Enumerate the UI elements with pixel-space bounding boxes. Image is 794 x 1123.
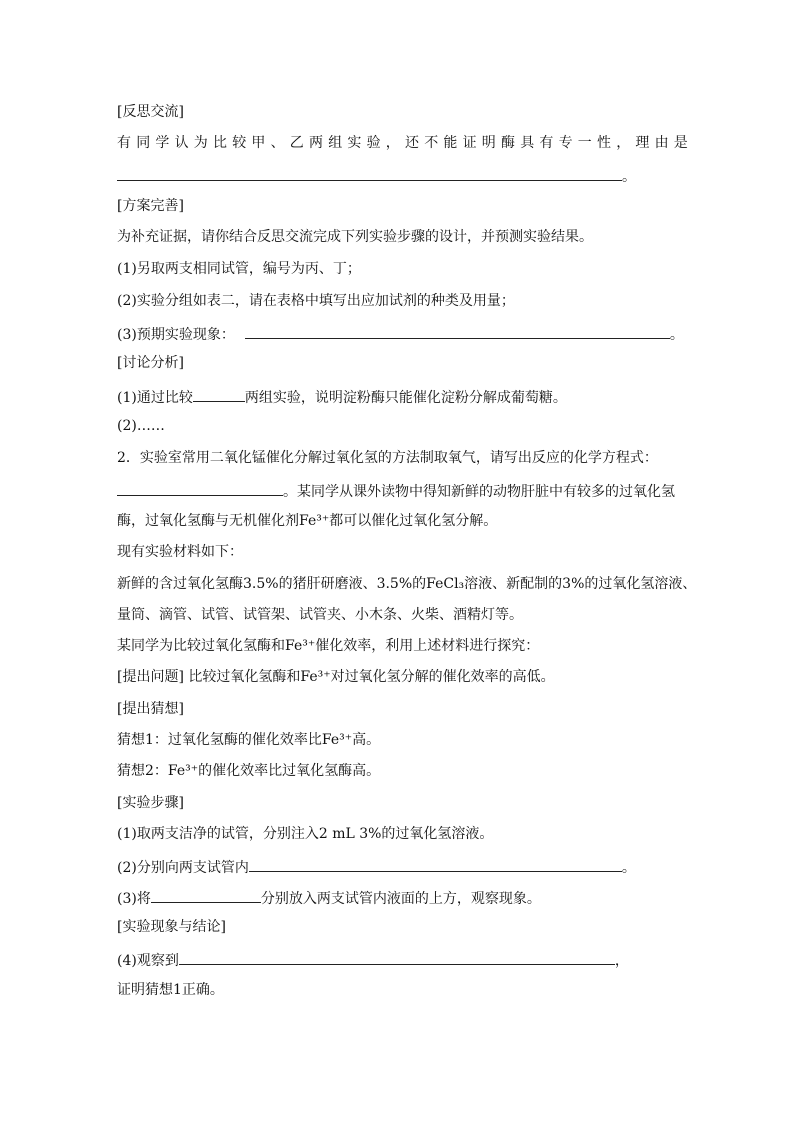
plan-step-3 — [117, 323, 684, 344]
plan-step-2: (2)实验分组如表二，请在表格中填写出应加试剂的种类及用量； — [117, 293, 515, 309]
section-title-plan: [方案完善] — [117, 198, 184, 214]
text: (1)通过比较 — [117, 390, 193, 406]
text: (2)分别向两支试管内 — [117, 860, 249, 876]
section-title-reflection: [反思交流] — [117, 104, 184, 120]
materials-line: 量筒、滴管、试管、试管架、试管夹、小木条、火柴、酒精灯等。 — [117, 607, 523, 623]
section-title-discussion: [讨论分析] — [117, 355, 184, 371]
step-4 — [117, 949, 629, 970]
discussion-2: (2)…… — [117, 418, 165, 434]
text: 。某同学从课外读物中得知新鲜的动物肝脏中有较多的过氧化氢 — [283, 484, 675, 500]
discussion-1 — [117, 386, 567, 407]
equation-line — [117, 480, 675, 501]
period: 。 — [622, 169, 636, 185]
step-1: (1)取两支洁净的试管，分别注入2 mL 3%的过氧化氢溶液。 — [117, 826, 494, 842]
section-title-results: [实验现象与结论] — [117, 919, 226, 935]
text: 分别放入两支试管内液面的上方，观察现象。 — [260, 891, 541, 907]
answer-blank[interactable] — [151, 887, 261, 903]
conclusion: 证明猜想1正确。 — [117, 982, 224, 998]
step-3 — [117, 887, 541, 908]
answer-blank[interactable] — [245, 323, 670, 339]
question-text — [117, 134, 693, 152]
question-2: 2．实验室常用二氧化锰催化分解过氧化氢的方法制取氧气，请写出反应的化学方程式： — [117, 450, 658, 466]
period: 。 — [669, 327, 684, 343]
hypothesis-1: 猜想1：过氧化氢酶的催化效率比Fe³⁺高。 — [117, 732, 381, 748]
step-2 — [117, 856, 636, 877]
answer-blank[interactable] — [117, 480, 283, 496]
text-line: 某同学为比较过氧化氢酶和Fe³⁺催化效率，利用上述材料进行探究： — [117, 638, 540, 654]
materials-line: 新鲜的含过氧化氢酶3.5%的猪肝研磨液、3.5%的FeCl₃溶液、新配制的3%的过氧化氢溶液、 — [117, 576, 697, 592]
problem-statement: [提出问题] 比较过氧化氢酶和Fe³⁺对过氧化氢分解的催化效率的高低。 — [117, 669, 555, 685]
text: 两组实验，说明淀粉酶只能催化淀粉分解成葡萄糖。 — [244, 390, 567, 406]
plan-intro: 为补充证据，请你结合反思交流完成下列实验步骤的设计，并预测实验结果。 — [117, 229, 593, 245]
text: (4)观察到 — [117, 953, 179, 969]
answer-blank[interactable] — [179, 949, 615, 965]
answer-blank[interactable] — [249, 856, 622, 872]
section-title-steps: [实验步骤] — [117, 795, 184, 811]
answer-line-reason — [117, 165, 636, 186]
section-title-hypothesis: [提出猜想] — [117, 701, 184, 717]
text: (3)将 — [117, 891, 151, 907]
text-line: 酶，过氧化氢酶与无机催化剂Fe³⁺都可以催化过氧化氢分解。 — [117, 513, 498, 529]
text-line: 现有实验材料如下： — [117, 544, 243, 560]
plan-step-1: (1)另取两支相同试管，编号为丙、丁； — [117, 261, 361, 277]
comma: ， — [614, 953, 629, 969]
hypothesis-2: 猜想2：Fe³⁺的催化效率比过氧化氢酶高。 — [117, 763, 381, 779]
step-3-label: (3)预期实验现象： — [117, 327, 235, 343]
question-prompt: 有同学认为比较甲、乙两组实验，还不能证明酶具有专一性，理由是 — [117, 135, 693, 151]
answer-blank[interactable] — [117, 165, 622, 181]
answer-blank[interactable] — [193, 386, 245, 402]
period: 。 — [621, 860, 636, 876]
